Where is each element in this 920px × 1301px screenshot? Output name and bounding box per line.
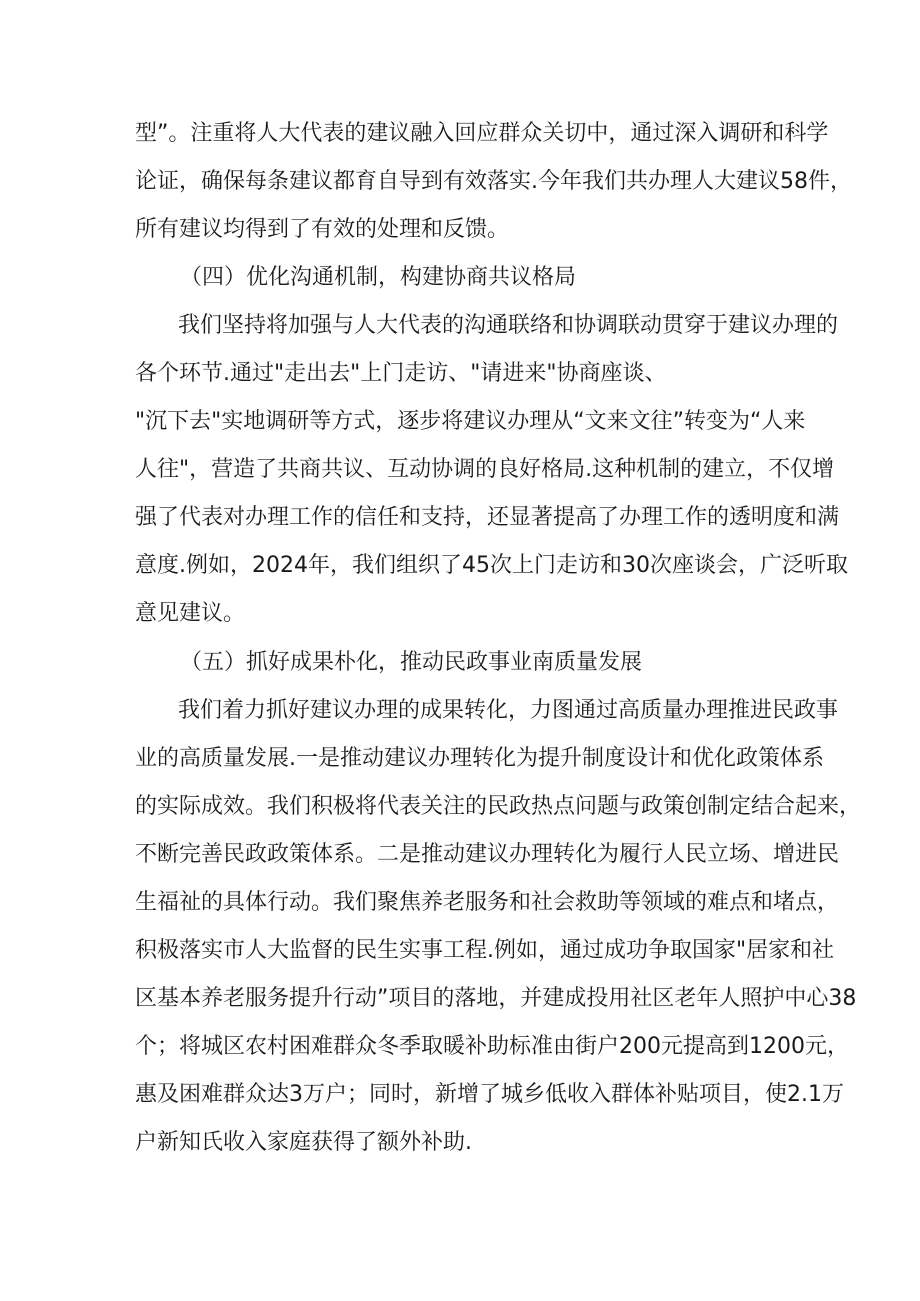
text-line-14: 业的高质量发展.一是推动建议办理转化为提升制度设计和优化政策体系 [135,746,824,771]
text-line-15: 的实际成效。我们积极将代表关注的民政热点问题与政策创制定结合起来， [135,794,862,819]
text-line-22: 户新知氏收入家庭获得了额外补助. [135,1130,472,1155]
section-heading-5: （五）抓好成果朴化，推动民政事业南质量发展 [180,650,643,675]
text-line-2: 论证，确保每条建议都育自导到有效落实.今年我们共办理人大建议58件， [135,169,852,194]
text-line-20: 个；将城区农村困难群众冬季取暖补助标准由街户200元提高到1200元， [135,1034,849,1059]
text-line-7: "沉下去"实地调研等方式，逐步将建议办理从“文来文往”转变为“人来 [135,409,806,434]
text-line-8: 人往"，营造了共商共议、互动协调的良好格局.这种机制的建立，不仅增 [135,457,835,482]
text-line-11: 意见建议。 [135,601,246,626]
text-line-21: 惠及困难群众达3万户；同时，新增了城乡低收入群体补贴项目，使2.1万 [135,1082,844,1107]
section-heading-4: （四）优化沟通机制，构建协商共议格局 [180,265,577,290]
text-line-18: 积极落实市人大监督的民生实事工程.例如，通过成功争取国家"居家和社 [135,938,835,963]
text-line-5: 我们坚持将加强与人大代表的沟通联络和协调联动贯穿于建议办理的 [178,313,839,338]
text-line-19: 区基本养老服务提升行动”项目的落地，并建成投用社区老年人照护中心38 [135,986,857,1011]
text-line-16: 不断完善民政政策体系。二是推动建议办理转化为履行人民立场、增进民 [135,842,840,867]
text-line-9: 强了代表对办理工作的信任和支持，还显著提高了办理工作的透明度和满 [135,505,840,530]
text-line-6: 各个环节.通过"走出去"上门走访、"请进来"协商座谈、 [135,361,667,386]
text-line-10: 意度.例如，2024年，我们组织了45次上门走访和30次座谈会，广泛听取 [135,553,848,578]
text-line-1: 型”。注重将人大代表的建议融入回应群众关切中，通过深入调研和科学 [135,121,829,146]
text-line-3: 所有建议均得到了有效的处理和反馈。 [135,217,510,242]
text-line-13: 我们着力抓好建议办理的成果转化，力图通过高质量办理推进民政事 [178,698,839,723]
text-line-17: 生福祉的具体行动。我们聚焦养老服务和社会救助等领域的难点和堵点， [135,890,840,915]
